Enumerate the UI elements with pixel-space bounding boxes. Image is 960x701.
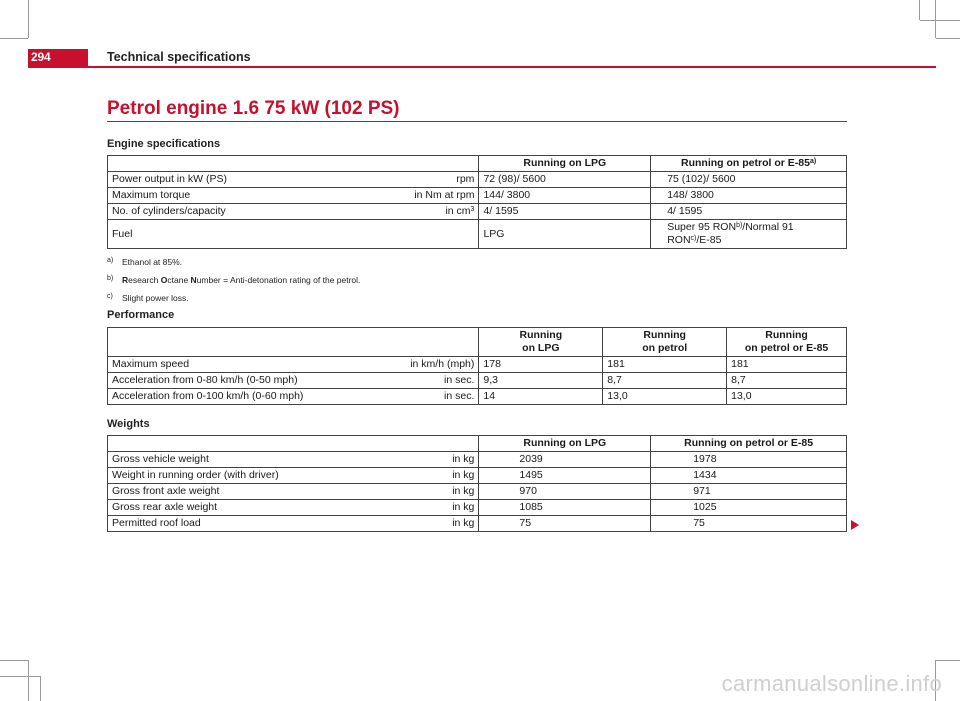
col-lpg-header: Running on LPG [479, 328, 603, 357]
cell-lpg: 4/ 1595 [479, 204, 651, 220]
cell-petrol: Super 95 RON$^{b)}$/Normal 91 RON$^{c)}$/E-85 [651, 220, 847, 249]
cell-e85: 8,7 [727, 373, 847, 389]
row-unit: in kg [452, 485, 475, 497]
cell-e85: 13,0 [727, 389, 847, 405]
weights-table [107, 435, 847, 532]
crop-mark [936, 38, 960, 39]
header-rule [28, 66, 936, 68]
table-row [108, 484, 847, 500]
triangle-right-icon [851, 520, 859, 530]
row-unit: in Nm at rpm [414, 189, 475, 201]
crop-mark [0, 676, 40, 677]
footnotes [107, 257, 360, 311]
row-label: No. of cylinders/capacity in $cm^3$ [108, 204, 479, 220]
table-row [108, 373, 847, 389]
row-unit: rpm [456, 173, 475, 185]
table-row [108, 357, 847, 373]
table-row [108, 172, 847, 188]
title-rule [107, 121, 847, 122]
cell-petrol: 1434 [651, 468, 847, 484]
row-unit: in kg [452, 453, 475, 465]
table-header-row [108, 156, 847, 172]
crop-mark [40, 676, 41, 701]
footnote: c) Slight power loss. [107, 293, 189, 303]
header-blank-cell [108, 156, 479, 172]
table-row [108, 188, 847, 204]
row-label: Permitted roof load in kg [108, 516, 479, 532]
crop-mark [0, 660, 28, 661]
crop-mark [935, 0, 936, 38]
performance-section-label: Performance [107, 309, 175, 321]
row-label: Gross rear axle weight in kg [108, 500, 479, 516]
table-row [108, 516, 847, 532]
table-row [108, 204, 847, 220]
cell-petrol: 75 [651, 516, 847, 532]
crop-mark [28, 0, 29, 38]
col-petrol-header: Running on petrol or E-85 [651, 436, 847, 452]
col-lpg-header: Running on LPG [479, 436, 651, 452]
engine-section-label: Engine specifications [107, 138, 221, 150]
row-label: Gross vehicle weight in kg [108, 452, 479, 468]
row-label: Fuel [108, 220, 479, 249]
row-unit: in kg [452, 517, 475, 529]
cell-e85: 181 [727, 357, 847, 373]
cell-lpg: 1085 [479, 500, 651, 516]
footnote: b) Research Octane Number = Anti-detonation rating of the petrol. [107, 275, 361, 285]
cell-lpg: 1495 [479, 468, 651, 484]
cell-lpg: 9,3 [479, 373, 603, 389]
cell-petrol: 181 [603, 357, 727, 373]
row-label: Acceleration from 0-80 km/h (0-50 mph) in sec. [108, 373, 479, 389]
crop-mark [936, 660, 960, 661]
cell-petrol: 971 [651, 484, 847, 500]
header-blank-cell [108, 328, 479, 357]
row-unit: in sec. [444, 374, 475, 386]
row-label: Acceleration from 0-100 km/h (0-60 mph) in sec. [108, 389, 479, 405]
cell-petrol: 148/ 3800 [651, 188, 847, 204]
table-row [108, 389, 847, 405]
engine-table [107, 155, 847, 249]
cell-lpg: 75 [479, 516, 651, 532]
row-label: Weight in running order (with driver) in kg [108, 468, 479, 484]
table-row [108, 220, 847, 249]
cell-lpg: LPG [479, 220, 651, 249]
table-row [108, 468, 847, 484]
col-petrol-header: Running on petrol [603, 328, 727, 357]
col-e85-header: Running on petrol or E-85 [727, 328, 847, 357]
watermark: carmanualsonline.info [721, 671, 942, 696]
page-number: 294 [31, 50, 51, 64]
cell-lpg: 72 (98)/ 5600 [479, 172, 651, 188]
crop-mark [28, 660, 29, 701]
table-header-row [108, 328, 847, 357]
cell-petrol: 1025 [651, 500, 847, 516]
row-label: Power output in kW (PS) rpm [108, 172, 479, 188]
header-blank-cell [108, 436, 479, 452]
running-title: Technical specifications [107, 50, 251, 64]
table-header-row [108, 436, 847, 452]
page-title: Petrol engine 1.6 75 kW (102 PS) [107, 98, 400, 119]
col-petrol-header: Running on petrol or E-85$^{a)}$ [651, 156, 847, 172]
cell-lpg: 2039 [479, 452, 651, 468]
cell-petrol: 13,0 [603, 389, 727, 405]
cell-petrol: 4/ 1595 [651, 204, 847, 220]
crop-mark [920, 20, 960, 21]
cell-lpg: 144/ 3800 [479, 188, 651, 204]
table-row [108, 500, 847, 516]
footnote: a) Ethanol at 85%. [107, 257, 183, 267]
cell-lpg: 178 [479, 357, 603, 373]
row-label: Maximum speed in km/h (mph) [108, 357, 479, 373]
row-unit: in kg [452, 469, 475, 481]
footnote-ref: a) [809, 158, 817, 165]
row-unit: in km/h (mph) [410, 358, 475, 370]
row-label: Maximum torque in Nm at rpm [108, 188, 479, 204]
crop-mark [0, 38, 28, 39]
row-unit: in kg [452, 501, 475, 513]
table-row [108, 452, 847, 468]
performance-table [107, 327, 847, 405]
cell-lpg: 970 [479, 484, 651, 500]
crop-mark [919, 0, 920, 20]
row-unit: in $cm^3$ [445, 205, 475, 217]
cell-lpg: 14 [479, 389, 603, 405]
cell-petrol: 1978 [651, 452, 847, 468]
cell-petrol: 75 (102)/ 5600 [651, 172, 847, 188]
cell-petrol: 8,7 [603, 373, 727, 389]
weights-section-label: Weights [107, 418, 150, 430]
row-label: Gross front axle weight in kg [108, 484, 479, 500]
col-lpg-header: Running on LPG [479, 156, 651, 172]
row-unit: in sec. [444, 390, 475, 402]
